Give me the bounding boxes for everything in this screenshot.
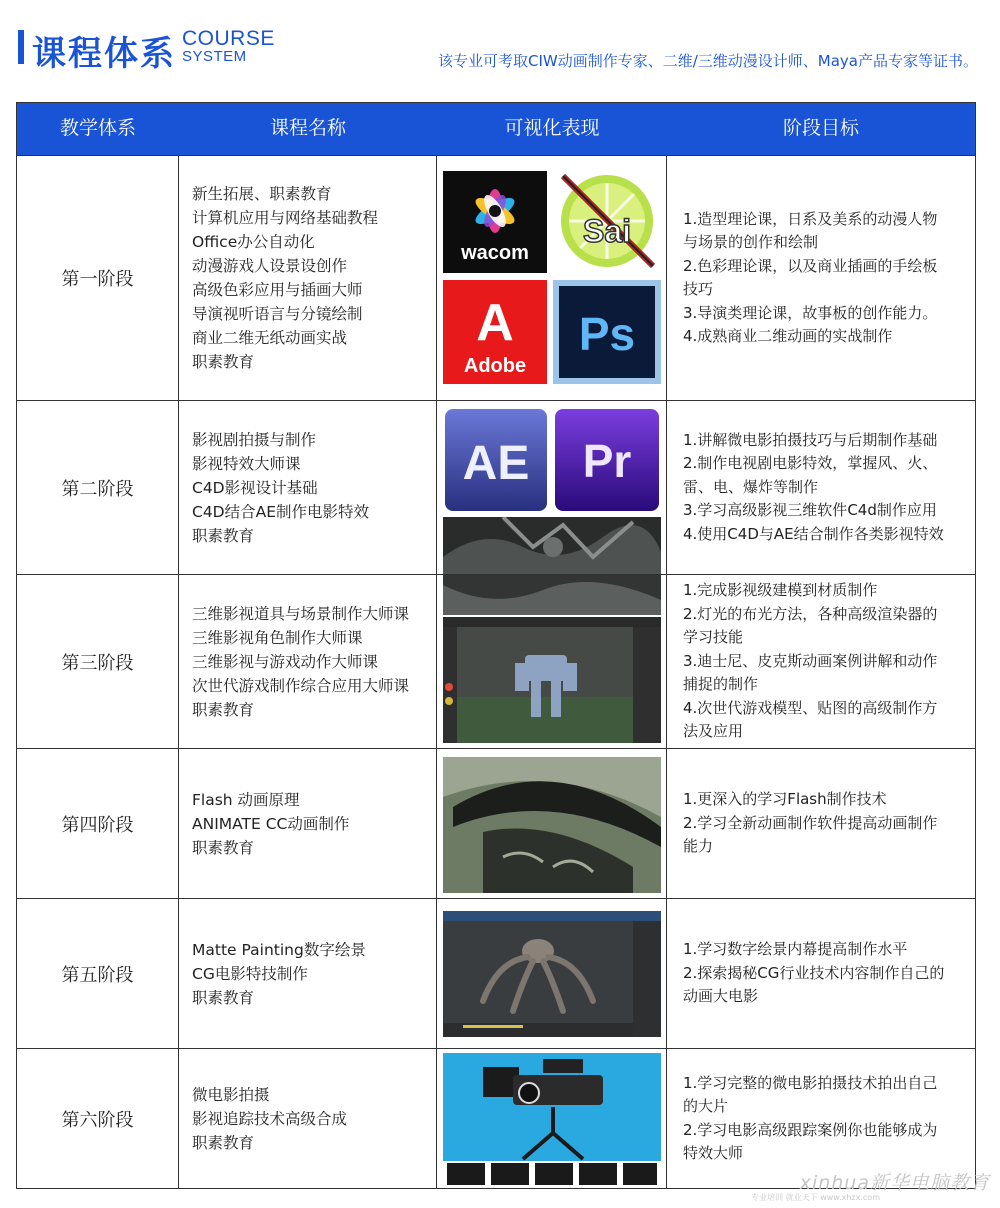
wacom-logo (443, 171, 547, 273)
goal-line: 技巧 (683, 280, 714, 298)
goal-line: 4.成熟商业二维动画的实战制作 (683, 327, 893, 345)
table-row (17, 748, 975, 898)
course-list (179, 1083, 347, 1155)
title-accent-bar (18, 30, 24, 64)
course-list (179, 788, 349, 860)
creature-render-image (443, 517, 661, 575)
goal-line: 1.讲解微电影拍摄技巧与后期制作基础 (683, 430, 938, 449)
table-row (17, 574, 975, 748)
table-row (17, 1048, 975, 1188)
watermark-subtext: 专业培训 就业天下 www.xhzx.com (751, 1193, 880, 1202)
goal-line: 1.更深入的学习Flash制作技术 (683, 790, 887, 809)
robot-modeling-screenshot (443, 617, 661, 743)
creature-render-image (443, 575, 661, 615)
goal-line: 雷、电、爆炸等制作 (683, 477, 819, 496)
course-item: 职素教育 (192, 526, 255, 545)
adobe-logo (443, 280, 547, 384)
visual-cell (437, 575, 667, 748)
goal-line: 4.次世代游戏模型、贴图的高级制作方 (683, 698, 938, 717)
course-item: 三维影视角色制作大师课 (192, 628, 363, 647)
watermark-brand: xinhua新华电脑教育 (799, 1172, 990, 1194)
course-list (179, 938, 366, 1010)
photoshop-logo-text: Ps (578, 308, 636, 360)
stage-label: 第五阶段 (17, 899, 179, 1048)
table-row (17, 898, 975, 1048)
goal-list (667, 938, 952, 1009)
sai-logo (553, 168, 661, 274)
goal-line: 动画大电影 (683, 987, 759, 1006)
premiere-logo (553, 407, 661, 513)
cinema-camera-image (443, 1053, 661, 1187)
goal-line: 2.色彩理论课，以及商业插画的手绘板 (683, 256, 938, 275)
course-item: 影视追踪技术高级合成 (192, 1109, 348, 1128)
course-item: CG电影特技制作 (192, 964, 308, 983)
goal-list (667, 788, 945, 859)
stage-label: 第二阶段 (17, 401, 179, 574)
course-item: Office办公自动化 (192, 233, 315, 251)
goal-line: 2.灯光的布光方法，各种高级渲染器的 (683, 604, 938, 623)
course-item: 新生拓展、职素教育 (192, 185, 332, 203)
stage-label: 第六阶段 (17, 1049, 179, 1188)
sai-logo-text: Sai (582, 213, 632, 249)
course-item: 职素教育 (192, 988, 255, 1007)
table-header (17, 103, 975, 155)
col-header-course: 课程名称 (269, 117, 346, 139)
goal-line: 2.探索揭秘CG行业技术内容制作自己的 (683, 963, 945, 982)
page-header (0, 0, 1000, 90)
goal-line: 3.导演类理论课，故事板的创作能力。 (683, 303, 938, 322)
table-row (17, 400, 975, 574)
goal-line: 2.学习全新动画制作软件提高动画制作 (683, 813, 938, 832)
course-item: 次世代游戏制作综合应用大师课 (192, 676, 410, 695)
visual-cell (437, 401, 667, 574)
adobe-logo-text: Adobe (463, 355, 527, 377)
english-title-line2: SYSTEM (182, 48, 247, 65)
visual-cell (437, 156, 667, 400)
goal-line: 1.造型理论课，日系及美系的动漫人物 (683, 209, 938, 228)
visual-cell (437, 1049, 667, 1188)
course-item: 三维影视道具与场景制作大师课 (192, 604, 410, 623)
course-item: C4D结合AE制作电影特效 (192, 502, 370, 521)
col-header-system: 教学体系 (59, 117, 136, 139)
course-item: 动漫游戏人设景设创作 (192, 257, 348, 275)
goal-line: 的大片 (683, 1097, 729, 1115)
course-item: 计算机应用与网络基础教程 (192, 209, 379, 227)
course-item: ANIMATE CC动画制作 (192, 814, 350, 833)
goal-line: 3.迪士尼、皮克斯动画案例讲解和动作 (683, 651, 938, 670)
goal-line: 特效大师 (683, 1144, 744, 1162)
goal-line: 学习技能 (683, 628, 744, 647)
col-header-visual: 可视化表现 (504, 117, 600, 139)
course-list (179, 182, 378, 374)
stage-label: 第一阶段 (17, 156, 179, 400)
spider-robot-screenshot (443, 911, 661, 1037)
course-item: Matte Painting数字绘景 (192, 940, 366, 959)
premiere-logo-text: Pr (582, 435, 632, 487)
goal-list (667, 1072, 945, 1166)
course-item: 影视剧拍摄与制作 (192, 430, 317, 449)
page-title: 课程体系 (32, 34, 176, 74)
english-title-line1: COURSE (182, 27, 275, 50)
goal-line: 4.使用C4D与AE结合制作各类影视特效 (683, 524, 944, 543)
english-title (182, 27, 275, 66)
goal-list (667, 429, 952, 547)
col-header-goal: 阶段目标 (782, 117, 859, 139)
goal-list (667, 579, 945, 744)
course-item: 导演视听语言与分镜绘制 (192, 305, 363, 323)
wacom-logo-text: wacom (461, 242, 529, 264)
goal-line: 2.制作电视剧电影特效，掌握风、火、 (683, 454, 938, 473)
goal-line: 法及应用 (683, 722, 744, 741)
course-item: Flash 动画原理 (192, 790, 300, 809)
course-item: 职素教育 (192, 1133, 255, 1152)
goal-line: 捕捉的制作 (683, 675, 759, 694)
goal-line: 2.学习电影高级跟踪案例你也能够成为 (683, 1120, 938, 1139)
course-table (16, 102, 976, 1189)
course-item: 商业二维无纸动画实战 (192, 329, 348, 347)
course-item: 微电影拍摄 (192, 1085, 270, 1104)
course-item: 职素教育 (192, 353, 255, 371)
hat-character-illustration (443, 757, 661, 893)
goal-line: 能力 (683, 837, 714, 856)
goal-line: 与场景的创作和绘制 (683, 233, 819, 251)
goal-list (667, 208, 945, 349)
table-row (17, 155, 975, 400)
goal-line: 1.完成影视级建模到材质制作 (683, 581, 878, 600)
course-item: 职素教育 (192, 700, 255, 719)
course-item: 高级色彩应用与插画大师 (192, 281, 363, 299)
stage-label: 第四阶段 (17, 749, 179, 898)
certificate-note: 该专业可考取CIW动画制作专家、二维/三维动漫设计师、Maya产品专家等证书。 (438, 52, 978, 70)
stage-label: 第三阶段 (17, 575, 179, 748)
goal-line: 1.学习完整的微电影拍摄技术拍出自己 (683, 1073, 938, 1092)
photoshop-logo (553, 280, 661, 384)
course-item: 三维影视与游戏动作大师课 (192, 652, 379, 671)
course-item: 影视特效大师课 (192, 454, 301, 473)
goal-line: 3.学习高级影视三维软件C4d制作应用 (683, 501, 937, 520)
adobe-logo-mark: A (476, 294, 514, 352)
course-list (179, 428, 369, 548)
visual-cell (437, 899, 667, 1048)
after-effects-logo (443, 407, 549, 513)
course-item: 职素教育 (192, 838, 255, 857)
after-effects-logo-text: AE (462, 437, 530, 490)
course-list (179, 602, 409, 722)
goal-line: 1.学习数字绘景内幕提高制作水平 (683, 940, 908, 959)
visual-cell (437, 749, 667, 898)
course-item: C4D影视设计基础 (192, 478, 318, 497)
